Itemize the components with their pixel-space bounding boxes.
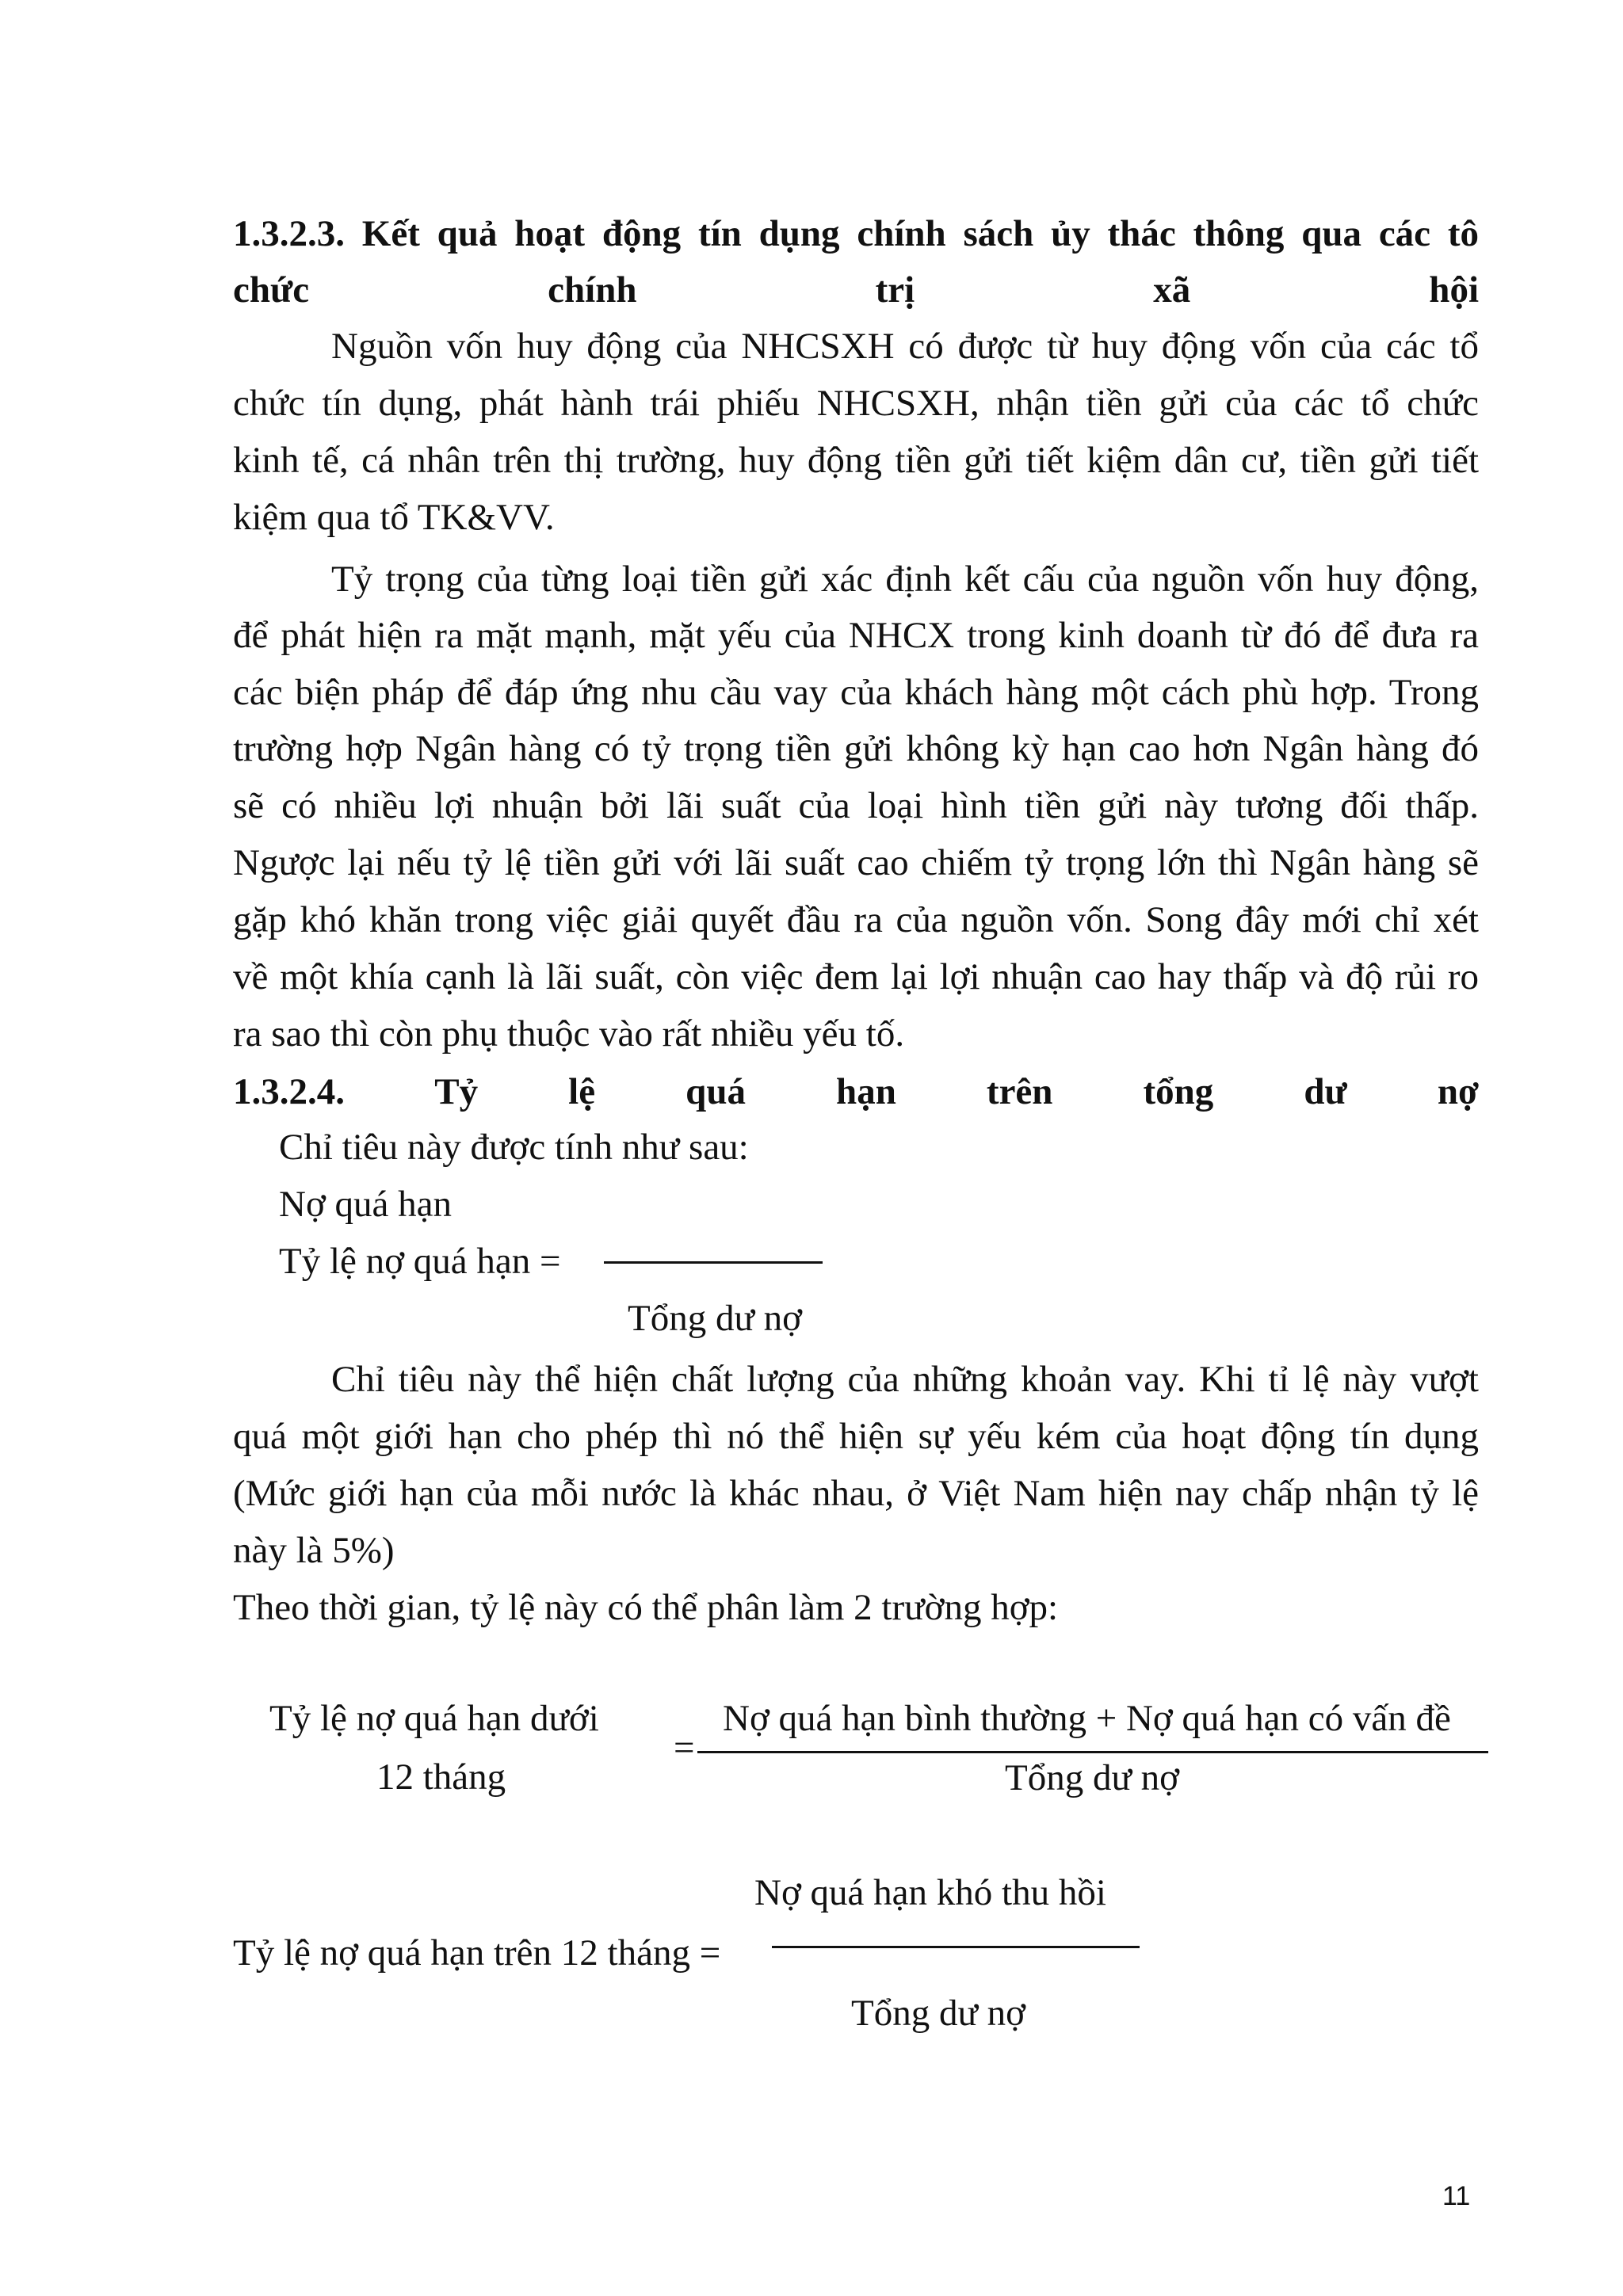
section-heading-line1 [233, 215, 1479, 253]
formula-denominator: Tổng dư nợ [628, 1298, 803, 1339]
formula-numerator: Nợ quá hạn bình thường + Nợ quá hạn có vấn đề [723, 1698, 1451, 1739]
section-heading-text: chức chính trị xã hội [233, 269, 1479, 311]
page-number: 11 [1442, 2181, 1471, 2211]
text-line: Tỷ trọng của từng loại tiền gửi xác định kết cấu của nguồn vốn huy động, [331, 559, 1479, 600]
text-line: kinh tế, cá nhân trên thị trường, huy động tiền gửi tiết kiệm dân cư, tiền gửi tiết [233, 440, 1479, 481]
formula-lhs: Tỷ lệ nợ quá hạn dưới [269, 1698, 599, 1739]
equals-sign: = [674, 1727, 695, 1768]
text-line: này là 5%) [233, 1530, 395, 1571]
text-line: Nguồn vốn huy động của NHCSXH có được từ huy động vốn của các tổ [331, 326, 1479, 367]
formula-denominator: Tổng dư nợ [1005, 1757, 1180, 1798]
section-heading-text: 1.3.2.4. Tỷ lệ quá hạn trên tổng dư nợ [233, 1071, 1479, 1112]
formula-numerator: Nợ quá hạn [279, 1184, 453, 1225]
text-line: để phát hiện ra mặt mạnh, mặt yếu của NHCX trong kinh doanh từ đó để đưa ra [233, 615, 1479, 656]
text-line: về một khía cạnh là lãi suất, còn việc đem lại lợi nhuận cao hay thấp và độ rủi ro [233, 956, 1479, 997]
text-line: ra sao thì còn phụ thuộc vào rất nhiều yếu tố. [233, 1013, 905, 1055]
text-line: sẽ có nhiều lợi nhuận bởi lãi suất của loại hình tiền gửi này tương đối thấp. [233, 785, 1479, 826]
text-line: Ngược lại nếu tỷ lệ tiền gửi với lãi suất cao chiếm tỷ trọng lớn thì Ngân hàng sẽ [233, 842, 1479, 883]
section-heading [233, 1071, 1479, 1112]
section-heading-text: 1.3.2.3. Kết quả hoạt động tín dụng chính sách ủy thác thông qua các tô [233, 213, 1479, 254]
section-heading-line2 [233, 269, 1479, 311]
formula-denominator: Tổng dư nợ [851, 1993, 1026, 2034]
text-line: (Mức giới hạn của mỗi nước là khác nhau, ở Việt Nam hiện nay chấp nhận tỷ lệ [233, 1473, 1479, 1514]
formula-lhs: 12 tháng [376, 1756, 506, 1798]
text-line: Chỉ tiêu này được tính như sau: [279, 1127, 749, 1168]
text-line: kiệm qua tổ TK&VV. [233, 497, 555, 538]
text-line: chức tín dụng, phát hành trái phiếu NHCSXH, nhận tiền gửi của các tổ chức [233, 383, 1479, 424]
text-line: gặp khó khăn trong việc giải quyết đầu ra của nguồn vốn. Song đây mới chỉ xét [233, 899, 1479, 940]
formula-lhs: Tỷ lệ nợ quá hạn trên 12 tháng = [233, 1932, 721, 1974]
text-line: trường hợp Ngân hàng có tỷ trọng tiền gửi không kỳ hạn cao hơn Ngân hàng đó [233, 728, 1479, 769]
fraction-bar [772, 1946, 1140, 1948]
fraction-bar [604, 1261, 823, 1264]
fraction-bar [697, 1751, 1488, 1753]
formula-numerator: Nợ quá hạn khó thu hồi [754, 1872, 1106, 1913]
text-line: Theo thời gian, tỷ lệ này có thể phân làm 2 trường hợp: [233, 1587, 1059, 1628]
formula-lhs: Tỷ lệ nợ quá hạn = [279, 1241, 561, 1282]
text-line: Chỉ tiêu này thể hiện chất lượng của những khoản vay. Khi tỉ lệ này vượt [331, 1359, 1479, 1400]
text-line: quá một giới hạn cho phép thì nó thể hiện sự yếu kém của hoạt động tín dụng [233, 1416, 1479, 1457]
text-line: các biện pháp để đáp ứng nhu cầu vay của khách hàng một cách phù hợp. Trong [233, 672, 1479, 713]
